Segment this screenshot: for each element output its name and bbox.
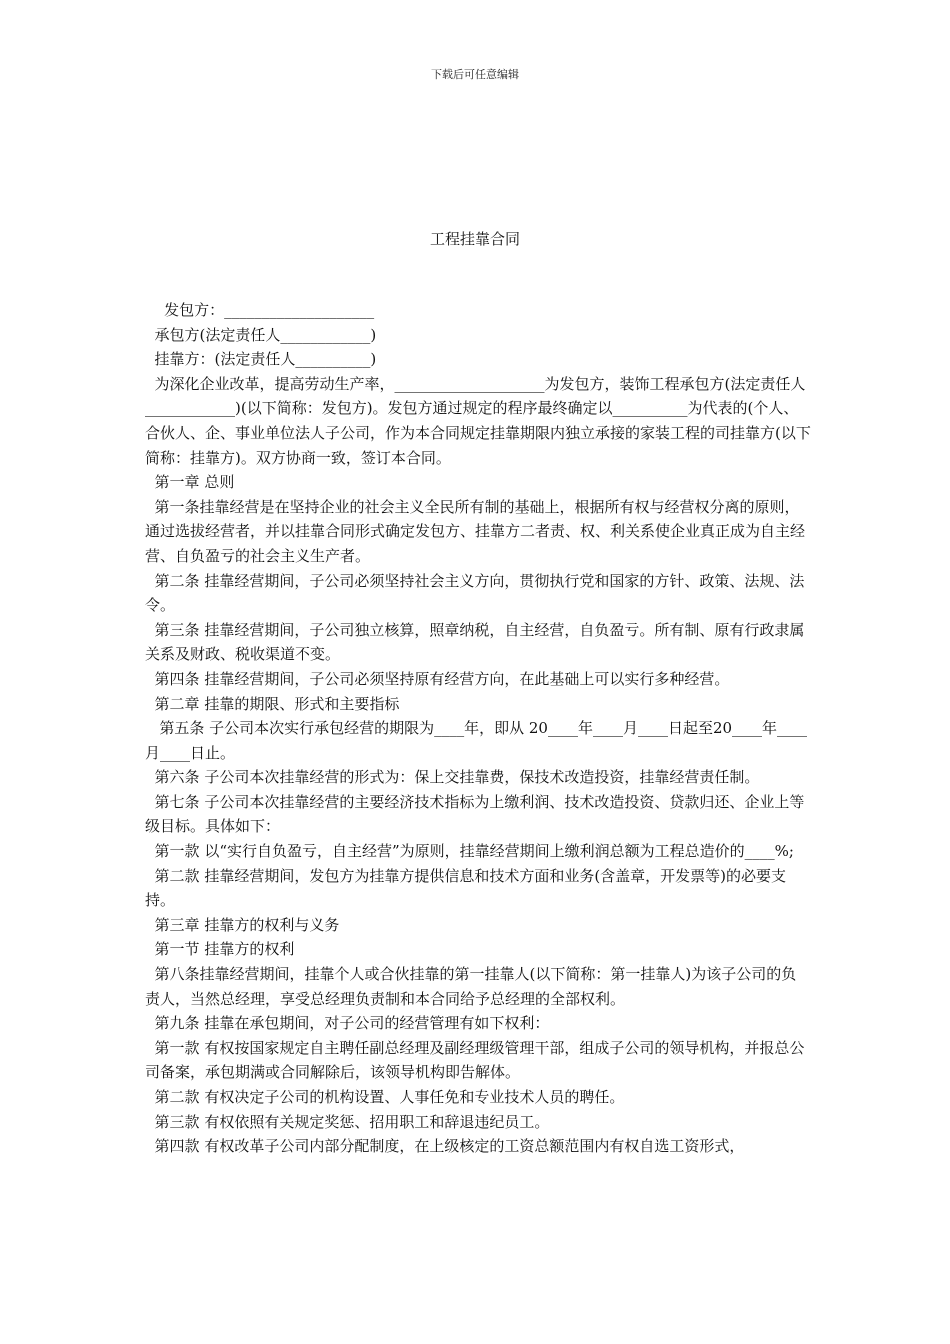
party-issuer-line: 发包方：____________________	[145, 301, 375, 319]
article-8: 第八条挂靠经营期间，挂靠个人或合伙挂靠的第一挂靠人(以下简称：第一挂靠人)为该子公司的负责人，当然总经理，享受总经理负责制和本合同给予总经理的全部权利。	[145, 965, 797, 1008]
article-5: 第五条 子公司本次实行承包经营的期限为____年，即从 20____年____月____日起至20____年____月____日止。	[145, 719, 808, 762]
article-9-clause-1: 第一款 有权按国家规定自主聘任副总经理及副经理级管理干部，组成子公司的领导机构，并报总公司备案，承包期满或合同解除后，该领导机构即告解体。	[145, 1038, 805, 1082]
preamble-paragraph: 为深化企业改革，提高劳动生产率，____________________为发包方，装饰工程承包方(法定责任人____________)(以下简称：发包方)。发包方通过规定的程序最终确定以__________为代表的(个人、合伙人、企、事业单位法人子公司，作为本合同规定挂靠期限内独立承接的家装工程的司挂靠方(以下简称：挂靠方)。双方协商一致，签订本合同。	[145, 374, 811, 467]
contract-body	[145, 298, 811, 1159]
party-contractor-line: 承包方(法定责任人____________)	[145, 325, 377, 344]
section-1-heading: 第一节 挂靠方的权利	[145, 940, 295, 959]
article-9-clause-4: 第四款 有权改革子公司内部分配制度，在上级核定的工资总额范围内有权自选工资形式，	[145, 1137, 745, 1156]
article-1: 第一条挂靠经营是在坚持企业的社会主义全民所有制的基础上，根据所有权与经营权分离的原则，通过选拔经营者，并以挂靠合同形式确定发包方、挂靠方二者责、权、利关系使企业真正成为自主经营、自负盈亏的社会主义生产者。	[145, 497, 806, 565]
article-4: 第四条 挂靠经营期间，子公司必须坚持原有经营方向，在此基础上可以实行多种经营。	[145, 669, 730, 688]
article-6: 第六条 子公司本次挂靠经营的形式为：保上交挂靠费，保技术改造投资，挂靠经营责任制。	[145, 768, 760, 787]
article-7: 第七条 子公司本次挂靠经营的主要经济技术指标为上缴利润、技术改造投资、贷款归还、企业上等级目标。具体如下：	[145, 792, 805, 836]
document-title: 工程挂靠合同	[429, 230, 520, 248]
article-9-clause-3: 第三款 有权依照有关规定奖惩、招用职工和辞退违纪员工。	[145, 1112, 550, 1131]
chapter-1-heading: 第一章 总则	[145, 473, 235, 492]
article-3: 第三条 挂靠经营期间，子公司独立核算，照章纳税，自主经营，自负盈亏。所有制、原有行政隶属关系及财政、税收渠道不变。	[145, 620, 805, 664]
article-9-clause-2: 第二款 有权决定子公司的机构设置、人事任免和专业技术人员的聘任。	[145, 1088, 625, 1106]
chapter-2-heading: 第二章 挂靠的期限、形式和主要指标	[145, 694, 400, 713]
party-affiliate-line: 挂靠方：(法定责任人__________)	[145, 350, 377, 369]
article-7-clause-1: 第一款 以“实行自负盈亏，自主经营”为原则，挂靠经营期间上缴利润总额为工程总造价的____%;	[145, 842, 794, 861]
article-2: 第二条 挂靠经营期间，子公司必须坚持社会主义方向，贯彻执行党和国家的方针、政策、法规、法令。	[145, 571, 805, 615]
chapter-3-heading: 第三章 挂靠方的权利与义务	[145, 915, 340, 934]
page-header-note: 下载后可任意编辑	[431, 68, 519, 81]
article-7-clause-2: 第二款 挂靠经营期间，发包方为挂靠方提供信息和技术方面和业务(含盖章，开发票等)的必要支持。	[145, 866, 787, 910]
article-9: 第九条 挂靠在承包期间，对子公司的经营管理有如下权利：	[145, 1014, 550, 1033]
